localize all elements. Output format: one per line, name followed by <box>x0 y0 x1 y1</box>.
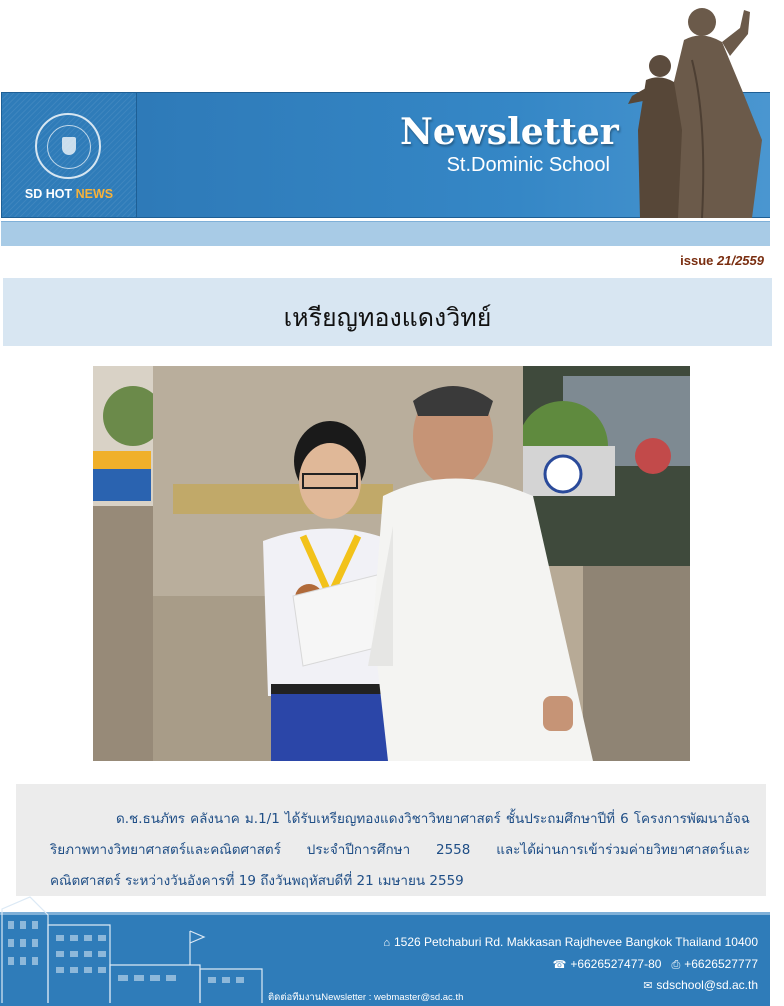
footer-contact[interactable]: ติดต่อทีมงานNewsletter : webmaster@sd.ac.th <box>268 992 464 1003</box>
article-paragraph: ด.ช.ธนภัทร คลังนาค ม.1/1 ได้รับเหรียญทองแดงวิชาวิทยาศาสตร์ ชั้นประถมศึกษาปีที่ 6 โครงการพัฒนาอัจฉริยภาพทางวิทยาศาสตร์และคณิตศาสตร์ ประจำปีการศึกษา 2558 และได้ผ่านการเข้าร่วมค่ายวิทยาศาสตร์และคณิตศาสตร์ ระหว่างวันอังคารที่ 19 ถึงวันพฤหัสบดีที่ 21 เมษายน 2559 <box>50 811 750 889</box>
school-name: St.Dominic School <box>446 154 610 176</box>
footer-phone-fax <box>320 957 758 972</box>
issue-number <box>600 253 764 268</box>
fax-text: +6626527777 <box>684 957 758 971</box>
address-text: 1526 Petchaburi Rd. Makkasan Rajdhevee Bangkok Thailand 10400 <box>393 935 758 949</box>
home-icon: ⌂ <box>383 937 390 949</box>
fax-icon: ⎙ <box>671 959 681 971</box>
issue-label: issue <box>680 253 714 268</box>
mail-icon: ✉ <box>643 980 653 992</box>
article-body-box <box>16 784 766 896</box>
headline-banner <box>3 278 772 346</box>
phone-text: +6626527477-80 <box>570 957 662 971</box>
school-seal-icon <box>35 113 101 179</box>
school-buildings-illustration <box>0 895 270 1003</box>
newsletter-title: Newsletter <box>400 111 619 153</box>
article-photo <box>93 366 690 761</box>
hot-news-badge <box>2 187 136 201</box>
email-link[interactable]: sdschool@sd.ac.th <box>656 978 758 992</box>
school-logo-box <box>1 92 137 218</box>
issue-value: 21/2559 <box>717 253 764 268</box>
footer-address <box>320 935 758 949</box>
badge-news-text: NEWS <box>75 187 114 201</box>
phone-icon: ☎ <box>552 959 567 971</box>
badge-hot-text: SD HOT <box>24 187 73 201</box>
header-sub-bar <box>1 221 770 246</box>
statue-image <box>612 0 784 218</box>
article-headline: เหรียญทองแดงวิทย์ <box>283 303 492 332</box>
